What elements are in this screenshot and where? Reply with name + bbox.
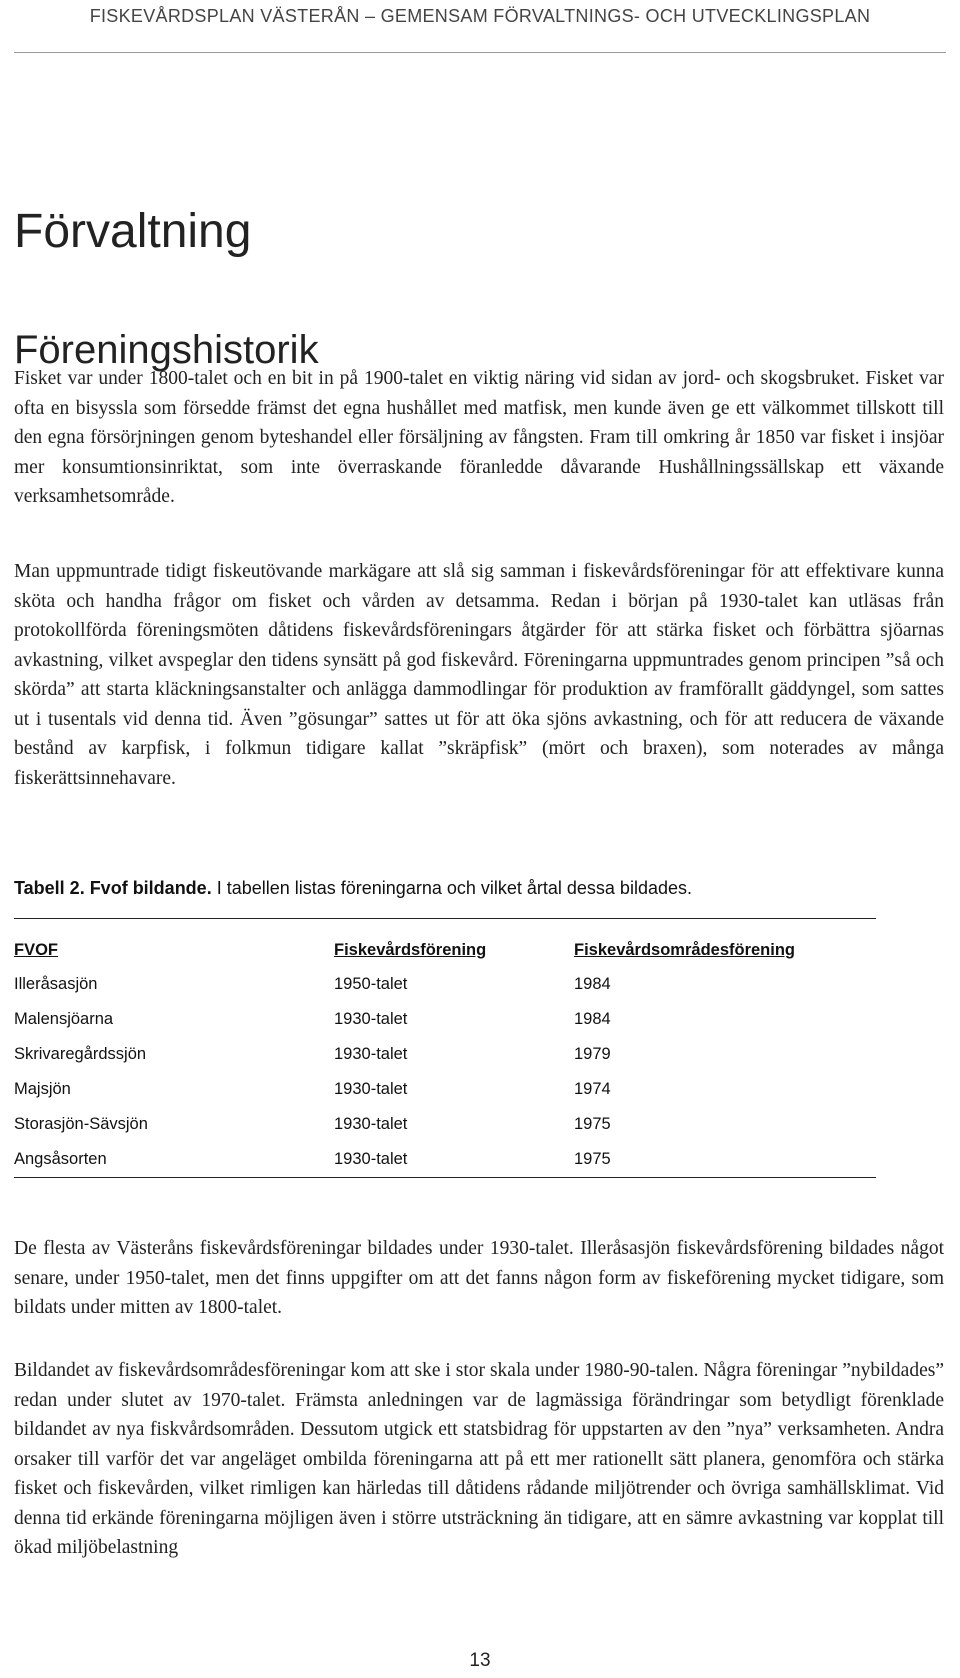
table-row: [14, 1072, 876, 1107]
table-row: [14, 1037, 876, 1072]
cell-fvof: Malensjöarna: [14, 1010, 114, 1028]
column-header-fvof: FVOF: [14, 940, 58, 959]
page-number: 13: [469, 1650, 491, 1671]
cell-omrade-year: 1979: [574, 1045, 611, 1063]
chapter-title: Förvaltning: [14, 205, 252, 258]
header-divider: [14, 52, 946, 53]
cell-forening-year: 1930-talet: [334, 1150, 408, 1168]
paragraph-3: De flesta av Västeråns fiskevårdsföreningar bildades under 1930-talet. Illeråsasjön fiskevårdsförening bildades något senare, under 1950-talet, men det finns uppgifter om att det fanns någon form av fiskeförening mycket tidigare, som bildats under mitten av 1800-talet.: [14, 1238, 944, 1318]
cell-fvof: Angsåsorten: [14, 1150, 107, 1168]
column-header-fiskevardsomradesforening: Fiskevårdsområdesförening: [574, 940, 795, 959]
cell-forening-year: 1930-talet: [334, 1010, 408, 1028]
table-row: [14, 1107, 876, 1142]
paragraph-2: Man uppmuntrade tidigt fiskeutövande markägare att slå sig samman i fiskevårdsföreningar för att effektivare kunna sköta och handha frågor om fisket och vården av detsamma. Redan i början på 1930-talet kan utläsas från protokollförda föreningsmöten dåtidens fiskevårdsföreningars åtgärder för att stärka fisket och förbättra sjöarnas avkastning, vilket avspeglar den tidens synsätt på god fiskevård. Föreningarna uppmuntrades genom principen ”så och skörda” att starta kläckningsanstalter och anlägga dammodlingar för produktion av framförallt gäddyngel, som sattes ut i tusentals vid denna tid. Även ”gösungar” sattes ut för att öka sjöns avkastning, och för att reducera de växande bestånd av karpfisk, i folkmun tidigare kallat ”skräpfisk” (mört och braxen), som noterades av många fiskerättsinnehavare.: [14, 561, 944, 789]
paragraph-1: Fisket var under 1800-talet och en bit in på 1900-talet en viktig näring vid sidan av jord- och skogsbruket. Fisket var ofta en bisyssla som försedde främst det egna hushållet med matfisk, men kunde även ge ett välkommet tillskott till den egna försörjningen genom byteshandel eller försäljning av fångsten. Fram till omkring år 1850 var fisket i insjöar mer konsumtionsinriktat, som inte överraskande föranledde dåvarande Hushållningssällskap ett växande verksamhetsområde.: [14, 368, 944, 507]
cell-omrade-year: 1984: [574, 975, 611, 993]
table-header-row: [14, 919, 876, 968]
table-caption-text: I tabellen listas föreningarna och vilket årtal dessa bildades.: [211, 878, 692, 898]
running-header: FISKEVÅRDSPLAN VÄSTERÅN – GEMENSAM FÖRVALTNINGS- OCH UTVECKLINGSPLAN: [89, 6, 871, 26]
cell-omrade-year: 1984: [574, 1010, 611, 1028]
paragraph-4: Bildandet av fiskevårdsområdesföreningar kom att ske i stor skala under 1980-90-talen. Några föreningar ”nybildades” redan under slutet av 1970-talet. Främsta anledningen var de lagmässiga förändringar som betydligt förenklade bildandet av nya fiskvårdsområden. Dessutom utgick ett statsbidrag för uppstarten av den ”nya” verksamheten. Andra orsaker till varför det var angeläget ombilda föreningarna att på ett mer rationellt sätt planera, genomföra och stärka fisket och fiskevården, vilket rimligen kan härledas till dåtidens rådande miljötrender och övriga samhällsklimat. Vid denna tid erkände föreningarna möjligen även i större utsträckning än tidigare, att en sämre avkastning var kopplat till ökad miljöbelastning: [14, 1360, 944, 1558]
table-row: [14, 967, 876, 1002]
table-caption-label: Tabell 2. Fvof bildande.: [14, 878, 212, 898]
cell-omrade-year: 1974: [574, 1080, 611, 1098]
cell-omrade-year: 1975: [574, 1150, 611, 1168]
cell-forening-year: 1930-talet: [334, 1115, 408, 1133]
formation-table-container: [14, 918, 876, 1178]
cell-omrade-year: 1975: [574, 1115, 611, 1133]
table-row: [14, 1142, 876, 1178]
cell-forening-year: 1930-talet: [334, 1080, 408, 1098]
table-caption: [14, 878, 692, 899]
formation-table: [14, 918, 876, 1178]
cell-fvof: Illeråsasjön: [14, 975, 98, 993]
table-row: [14, 1002, 876, 1037]
section-title: Föreningshistorik: [14, 328, 319, 372]
cell-forening-year: 1950-talet: [334, 975, 408, 993]
cell-fvof: Storasjön-Sävsjön: [14, 1115, 148, 1133]
column-header-fiskevardsforening: Fiskevårdsförening: [334, 940, 487, 959]
cell-fvof: Skrivaregårdssjön: [14, 1045, 147, 1063]
cell-forening-year: 1930-talet: [334, 1045, 408, 1063]
cell-fvof: Majsjön: [14, 1080, 71, 1098]
